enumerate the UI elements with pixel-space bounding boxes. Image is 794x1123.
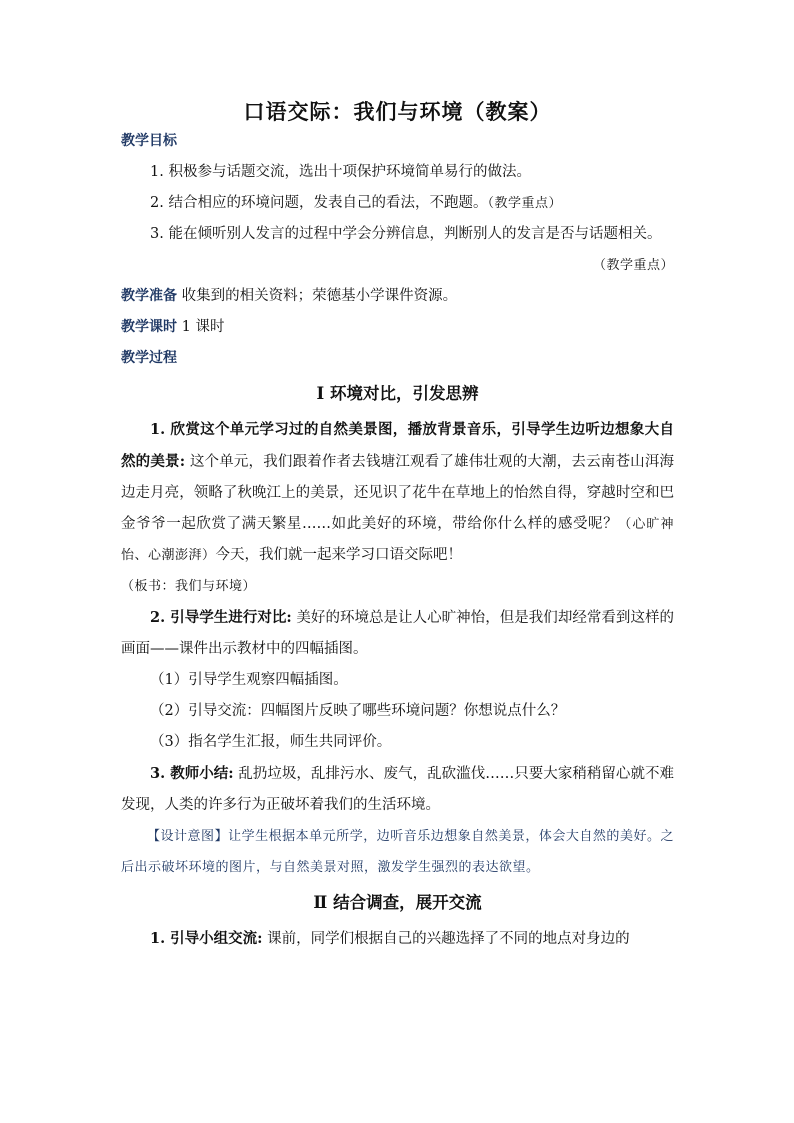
section1-p1-text: 这个单元，我们跟着作者去钱塘江观看了雄伟壮观的大潮，去云南苍山洱海边走月亮，领略了秋晚江上的美景，还见识了花牛在草地上的怡然自得，穿越时空和巴金爷爷一起欣赏了满天繁星……如此美好的环境，带给你什么样的感受呢？ — [121, 454, 674, 532]
preparation-text: 收集到的相关资料；荣德基小学课件资源。 — [181, 288, 458, 304]
section2-p1-lead: 1. 引导小组交流: — [150, 930, 263, 947]
board-note: （板书：我们与环境） — [121, 579, 257, 594]
period-line — [121, 312, 674, 343]
period-text: 1 课时 — [181, 319, 225, 335]
objectives-heading-text: 教学目标 — [121, 133, 177, 149]
page-title: 口语交际：我们与环境（教案） — [243, 99, 552, 124]
sub-item-2: （2）引导交流：四幅图片反映了哪些环境问题？你想说点什么？ — [150, 703, 566, 719]
sub-item-3: （3）指名学生汇报，师生共同评价。 — [150, 734, 392, 750]
section1-paragraph-3 — [121, 758, 674, 821]
objective-item-2-note: （教学重点） — [487, 196, 562, 211]
section2-title: Ⅱ 结合调查，展开交流 — [313, 893, 482, 912]
objective-item-1: 1. 积极参与话题交流，选出十项保护环境简单易行的做法。 — [150, 164, 531, 180]
section1-p1-note: （心旷神怡、心潮澎湃） — [121, 517, 674, 563]
design-intent: 【设计意图】让学生根据本单元所学，边听音乐边想象自然美景，体会大自然的美好。之后出示破坏环境的图片，与自然美景对照，激发学生强烈的表达欲望。 — [121, 829, 674, 875]
objectives-heading — [121, 126, 674, 157]
objective-item-3-note: （教学重点） — [592, 258, 674, 273]
section1-title: Ⅰ 环境对比，引发思辨 — [316, 384, 479, 403]
section1-p1-lead: 1. 欣赏这个单元学习过的自然美景图，播放背景音乐，引导学生边听边想象大自然的美景: — [121, 421, 674, 470]
section1-p3-text: 乱扔垃圾，乱排污水、废气，乱砍滥伐……只要大家稍稍留心就不难发现，人类的许多行为正破坏着我们的生活环境。 — [121, 766, 674, 813]
preparation-heading: 教学准备 — [121, 288, 177, 304]
section1-paragraph-1 — [121, 414, 674, 571]
section2-p1-text: 课前，同学们根据自己的兴趣选择了不同的地点对身边的 — [262, 931, 630, 947]
section1-p2-lead: 2. 引导学生进行对比: — [150, 609, 292, 626]
section1-p2-text: 美好的环境总是让人心旷神怡，但是我们却经常看到这样的画面——课件出示教材中的四幅插图。 — [121, 610, 674, 657]
period-heading: 教学课时 — [121, 319, 177, 335]
section1-p1-tail: 今天，我们就一起来学习口语交际吧！ — [215, 547, 463, 563]
section1-p3-lead: 3. 教师小结: — [150, 765, 234, 782]
section2-paragraph-1 — [121, 923, 674, 955]
process-heading-text: 教学过程 — [121, 350, 177, 366]
preparation-line — [121, 281, 674, 312]
objective-item-3 — [121, 219, 674, 281]
process-heading — [121, 343, 674, 374]
objective-item-2-text: 2. 结合相应的环境问题，发表自己的看法，不跑题。 — [150, 195, 488, 211]
sub-item-1: （1）引导学生观察四幅插图。 — [150, 672, 348, 688]
section1-paragraph-2 — [121, 602, 674, 665]
objective-item-3-text: 3. 能在倾听别人发言的过程中学会分辨信息，判断别人的发言是否与话题相关。 — [150, 226, 662, 242]
document-content — [121, 96, 674, 955]
objective-item-2 — [121, 188, 674, 219]
